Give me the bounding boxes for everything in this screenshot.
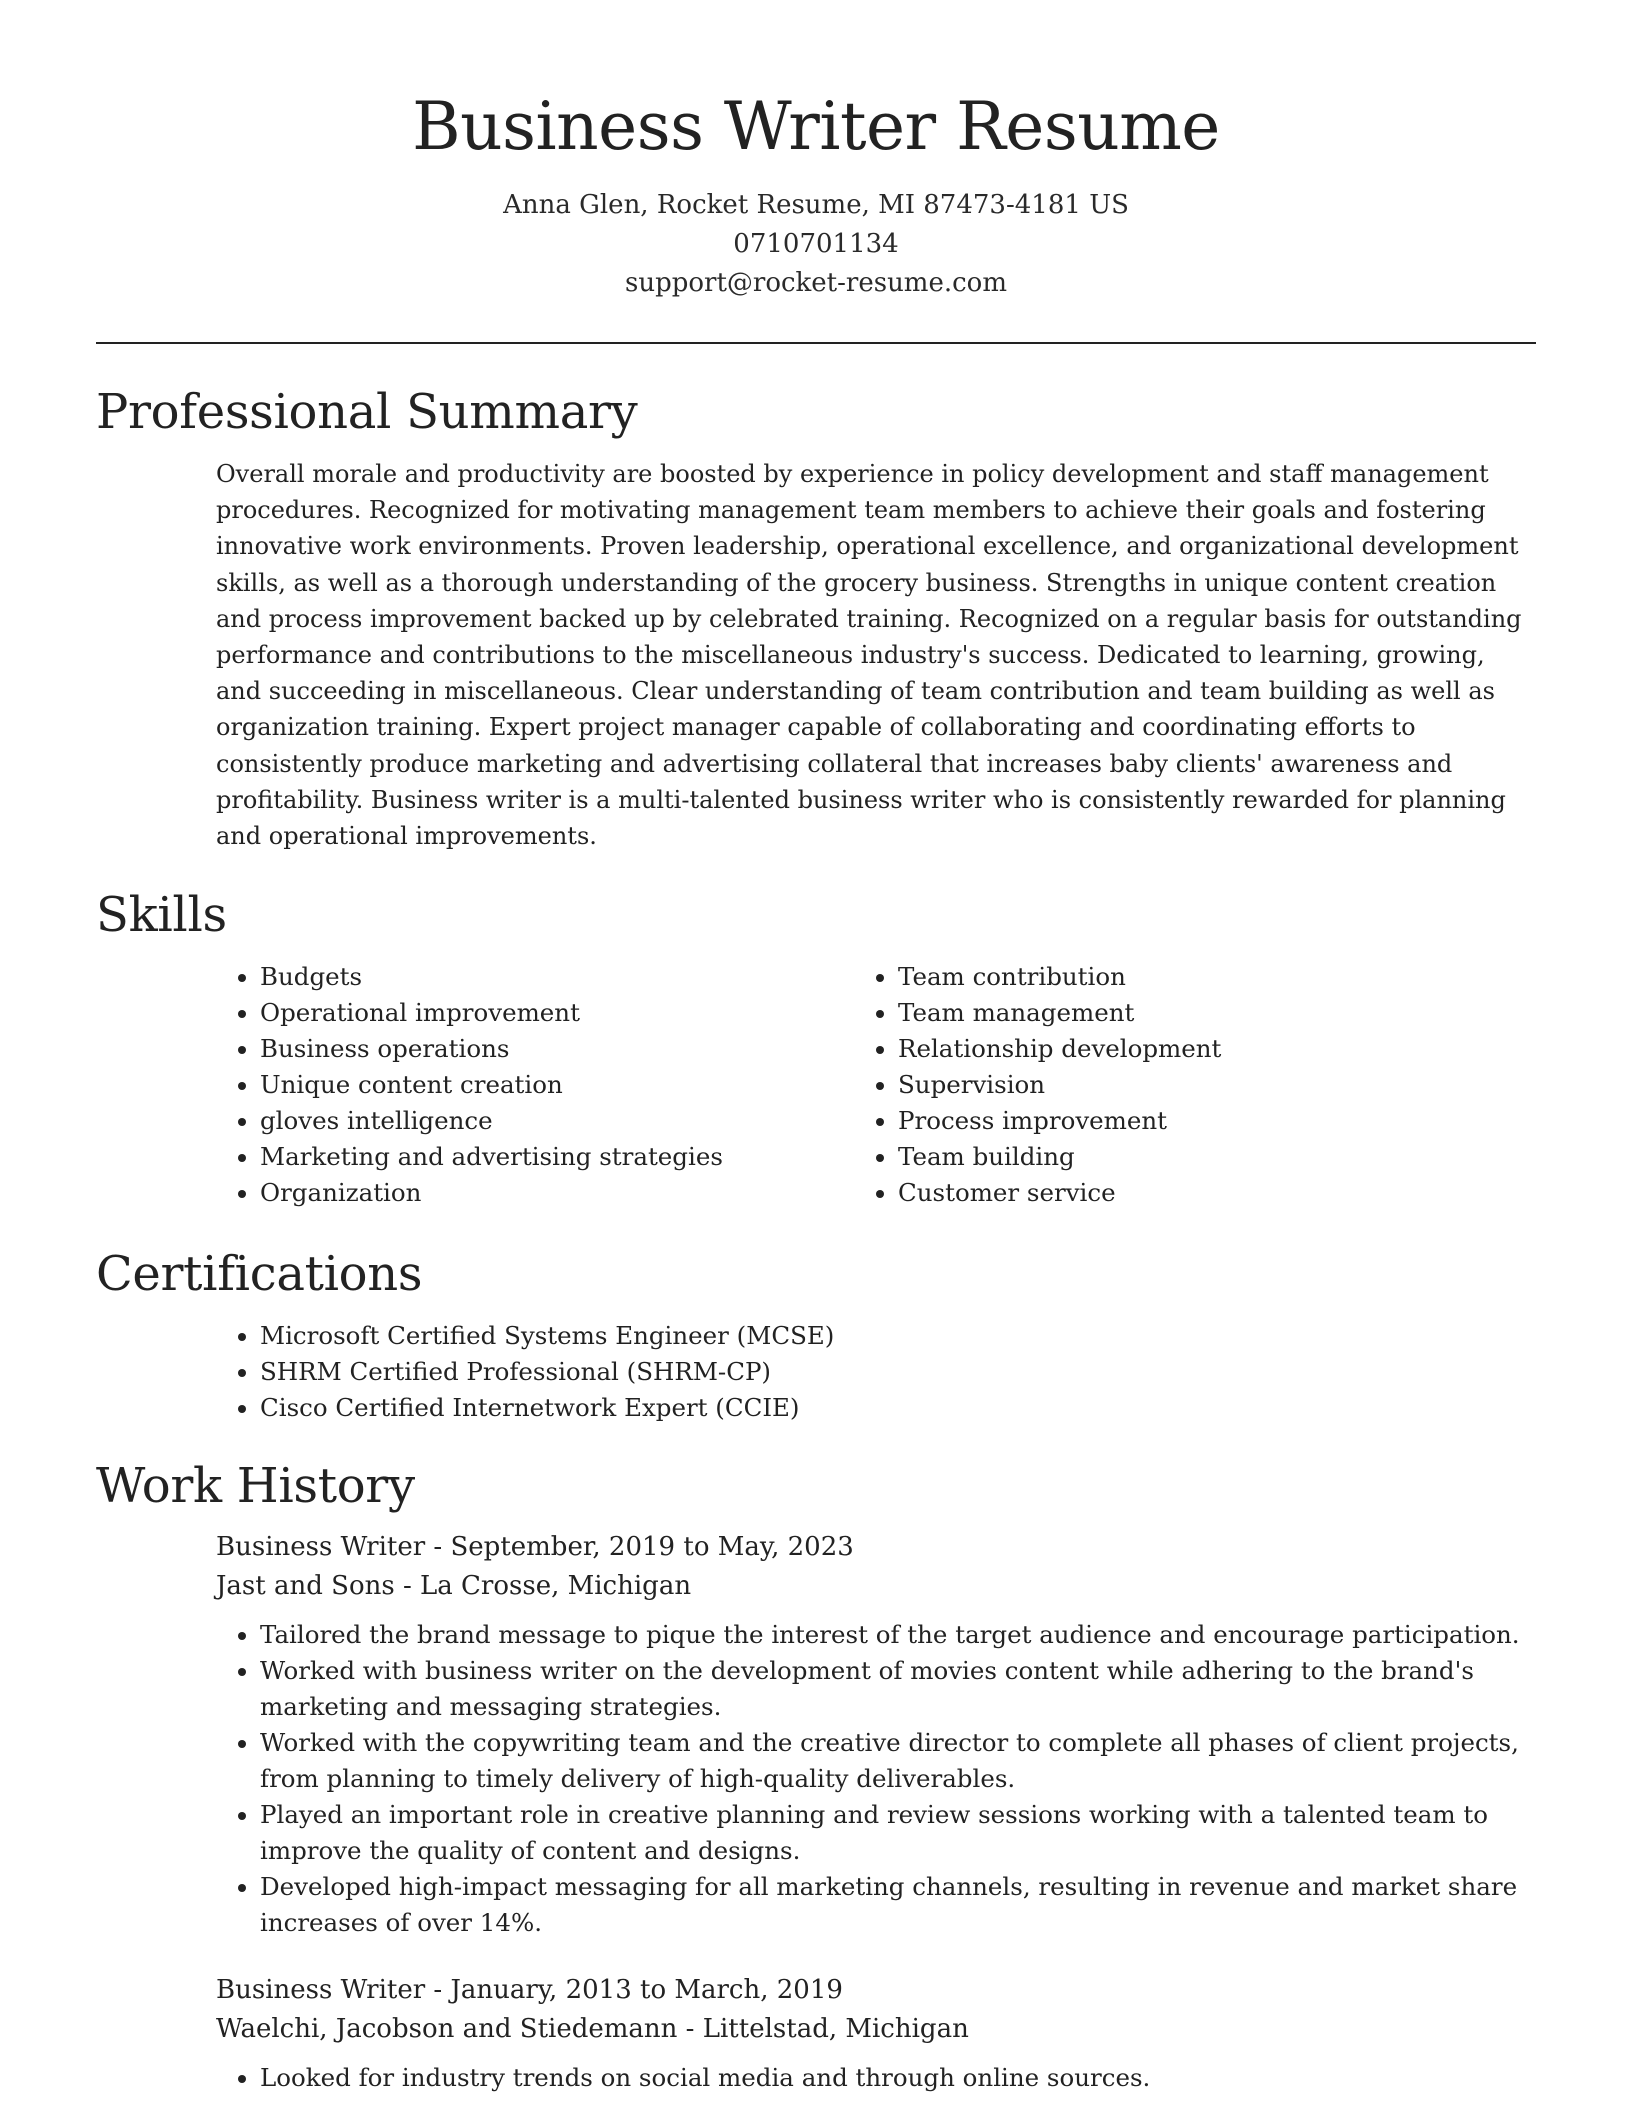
skill-item: • Relationship development (898, 1031, 1536, 1067)
contact-email: support@rocket-resume.com (624, 268, 1007, 298)
job-title: Business Writer (216, 1975, 426, 2005)
job-location: - Littelstad, Michigan (677, 2013, 969, 2044)
skill-item: • Operational improvement (260, 995, 898, 1031)
skill-item: • Team building (898, 1139, 1536, 1175)
skills-section (96, 885, 1536, 1211)
job-bullet: • Worked with business writer on the development of movies content while adhering to the brand's marketing and messaging strategies. (260, 1653, 1536, 1725)
skills-columns (96, 959, 1536, 1211)
skill-item: • Supervision (898, 1067, 1536, 1103)
job-bullets (96, 1617, 1536, 1941)
job-entry (96, 1528, 1536, 1941)
work-history-section (96, 1456, 1536, 2096)
job-location: - La Crosse, Michigan (394, 1570, 692, 1601)
job-bullet: • Played an important role in creative planning and review sessions working with a talented team to improve the quality of content and designs. (260, 1797, 1536, 1869)
certifications-list (96, 1318, 1536, 1426)
skill-item: • Customer service (898, 1175, 1536, 1211)
job-title: Business Writer (216, 1532, 426, 1562)
skill-item: • Marketing and advertising strategies (260, 1139, 898, 1175)
job-title-line (216, 1971, 1536, 2010)
job-bullet: • Looked for industry trends on social media and through online sources. (260, 2060, 1536, 2096)
contact-address: Anna Glen, Rocket Resume, MI 87473-4181 US (503, 190, 1129, 220)
job-company-line (216, 2010, 1536, 2049)
work-history-heading: Work History (96, 1458, 415, 1514)
skills-list-left (96, 959, 898, 1211)
skill-item: • Team contribution (898, 959, 1536, 995)
contact-block (0, 186, 1632, 303)
job-dates: - January, 2013 to March, 2019 (425, 1975, 843, 2005)
job-company-line (216, 1567, 1536, 1606)
summary-text: Overall morale and productivity are boosted by experience in policy development and staff management procedures. Recognized for motivating management team members to achieve their goals and fostering innovative work environments. Proven leadership, operational excellence, and organizational development skills, as well as a thorough understanding of the grocery business. Strengths in unique content creation and process improvement backed up by celebrated training. Recognized on a regular basis for outstanding performance and contributions to the miscellaneous industry's success. Dedicated to learning, growing, and succeeding in miscellaneous. Clear understanding of team contribution and team building as well as organization training. Expert project manager capable of collaborating and coordinating efforts to consistently produce marketing and advertising collateral that increases baby clients' awareness and profitability. Business writer is a multi-talented business writer who is consistently rewarded for planning and operational improvements. (216, 460, 1522, 851)
job-bullet: • Developed high-impact messaging for all marketing channels, resulting in revenue and market share increases of over 14%. (260, 1869, 1536, 1941)
job-bullets (96, 2060, 1536, 2096)
job-dates: - September, 2019 to May, 2023 (425, 1532, 854, 1562)
header-divider (96, 342, 1536, 344)
summary-heading: Professional Summary (96, 384, 638, 440)
job-bullet: • Tailored the brand message to pique the interest of the target audience and encourage participation. (260, 1617, 1536, 1653)
summary-section (96, 382, 1536, 854)
skill-item: • Process improvement (898, 1103, 1536, 1139)
certification-item: • Cisco Certified Internetwork Expert (CCIE) (260, 1390, 1536, 1426)
certifications-section (96, 1244, 1536, 1426)
skill-item: • Unique content creation (260, 1067, 898, 1103)
job-title-line (216, 1528, 1536, 1567)
certification-item: • Microsoft Certified Systems Engineer (MCSE) (260, 1318, 1536, 1354)
skills-heading: Skills (96, 887, 227, 943)
skill-item: • Budgets (260, 959, 898, 995)
certifications-heading: Certifications (96, 1246, 423, 1302)
job-bullet: • Worked with the copywriting team and the creative director to complete all phases of client projects, from planning to timely delivery of high-quality deliverables. (260, 1725, 1536, 1797)
skills-list-right (898, 959, 1536, 1211)
resume-title: Business Writer Resume (412, 88, 1220, 165)
skill-item: • Business operations (260, 1031, 898, 1067)
skill-item: • Team management (898, 995, 1536, 1031)
job-company: Jast and Sons (216, 1570, 395, 1601)
contact-phone: 0710701134 (733, 229, 899, 259)
certification-item: • SHRM Certified Professional (SHRM-CP) (260, 1354, 1536, 1390)
resume-header (0, 0, 1632, 303)
job-entry (96, 1971, 1536, 2096)
skill-item: • Organization (260, 1175, 898, 1211)
skill-item: • gloves intelligence (260, 1103, 898, 1139)
job-company: Waelchi, Jacobson and Stiedemann (216, 2013, 678, 2044)
